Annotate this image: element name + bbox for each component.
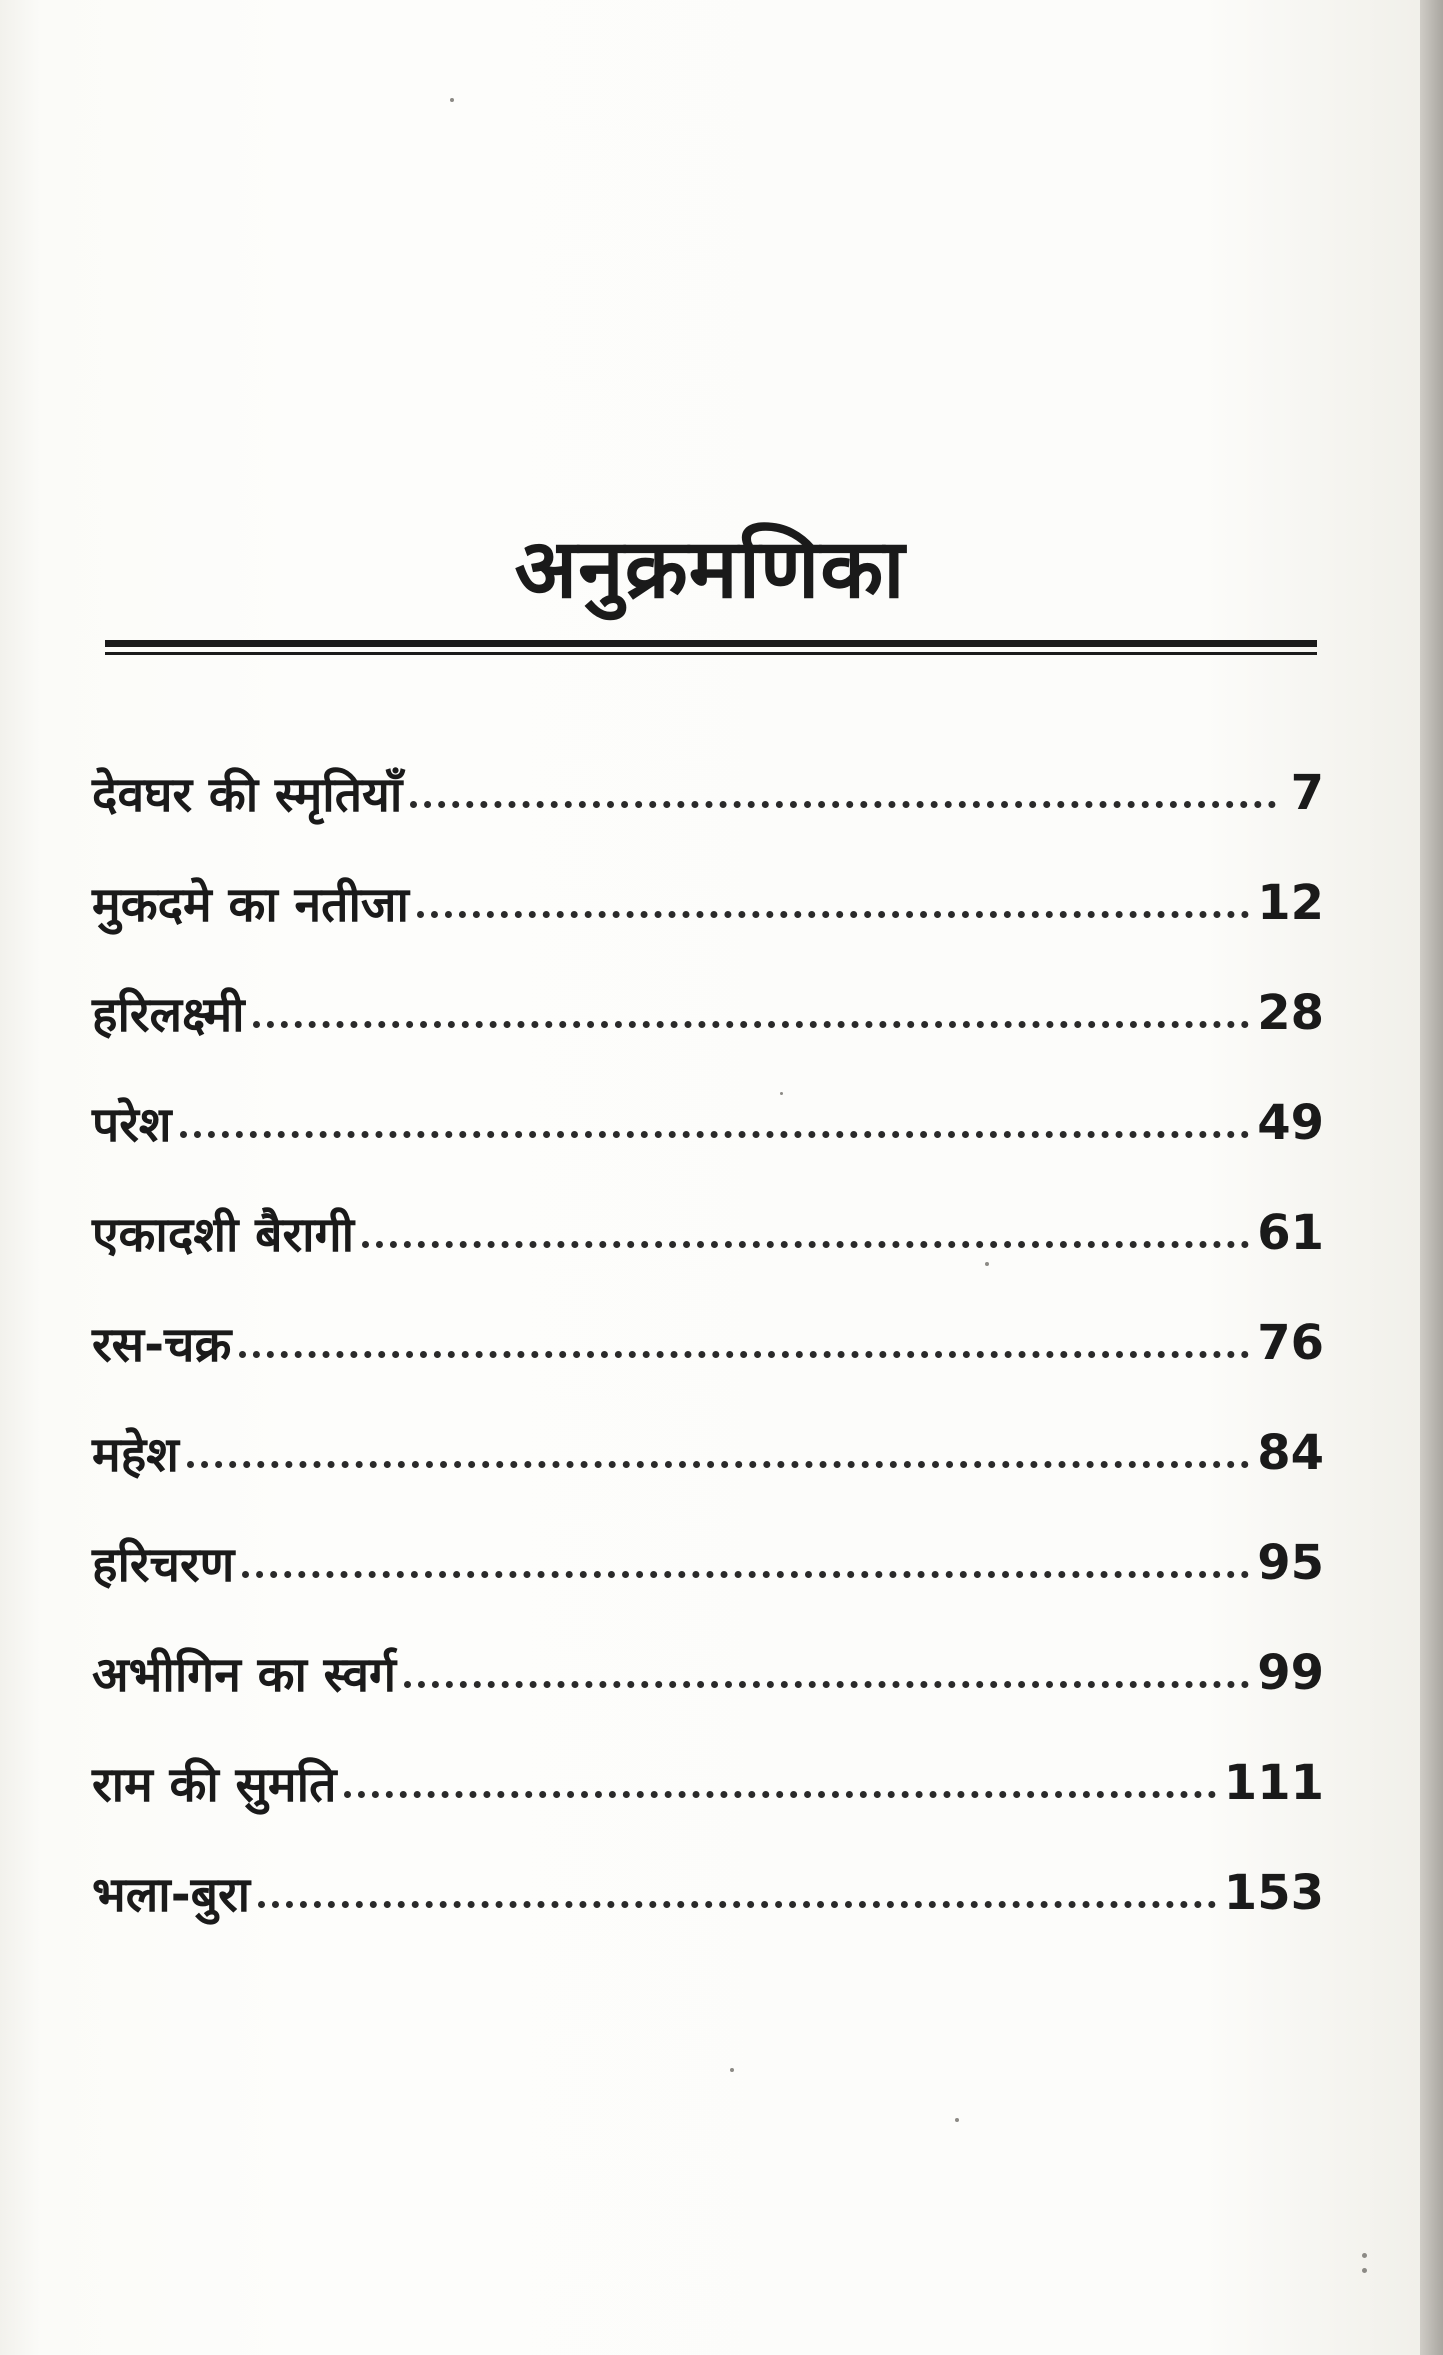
toc-entry-title: भला-बुरा bbox=[92, 1866, 251, 1923]
toc-entry-page: 12 bbox=[1257, 875, 1324, 931]
toc-entry bbox=[92, 1398, 1324, 1508]
toc-leader-dots bbox=[253, 1021, 1250, 1028]
toc-leader-dots bbox=[410, 801, 1276, 808]
toc-entry bbox=[92, 1728, 1324, 1838]
toc-entry-title: हरिचरण bbox=[92, 1536, 235, 1593]
toc-leader-dots bbox=[242, 1571, 1249, 1578]
page-edge-shadow bbox=[1420, 0, 1443, 2355]
paper-speck bbox=[1362, 2253, 1367, 2258]
toc-entry-title: रस-चक्र bbox=[92, 1316, 232, 1373]
toc-entry-title: महेश bbox=[92, 1426, 179, 1483]
toc-leader-dots bbox=[362, 1241, 1249, 1248]
toc-entry bbox=[92, 848, 1324, 958]
paper-speck bbox=[780, 1092, 783, 1095]
toc-entry-page: 153 bbox=[1223, 1865, 1324, 1921]
toc-entry bbox=[92, 958, 1324, 1068]
page-title: अनुक्रमणिका bbox=[514, 521, 906, 617]
toc-leader-dots bbox=[404, 1681, 1249, 1688]
toc-entry-title: परेश bbox=[92, 1096, 172, 1153]
paper-speck bbox=[955, 2118, 959, 2122]
toc-entry bbox=[92, 1618, 1324, 1728]
toc-entry-page: 49 bbox=[1257, 1095, 1324, 1151]
toc-entry bbox=[92, 1288, 1324, 1398]
toc-entry bbox=[92, 1178, 1324, 1288]
toc-entry bbox=[92, 738, 1324, 848]
toc-entry-page: 61 bbox=[1257, 1205, 1324, 1261]
toc-leader-dots bbox=[180, 1131, 1250, 1138]
title-rule-thin bbox=[105, 652, 1317, 655]
toc-entry-page: 7 bbox=[1290, 765, 1324, 821]
toc-entry-title: एकादशी बैरागी bbox=[92, 1206, 355, 1263]
paper-speck bbox=[730, 2068, 734, 2072]
paper-speck bbox=[985, 1262, 989, 1266]
toc-entry bbox=[92, 1508, 1324, 1618]
paper-speck bbox=[450, 98, 454, 102]
toc-entry-page: 111 bbox=[1223, 1755, 1324, 1811]
toc-entry-title: हरिलक्ष्मी bbox=[92, 986, 245, 1043]
toc-entry-title: राम की सुमति bbox=[92, 1756, 337, 1813]
toc-entry-title: मुकदमे का नतीजा bbox=[92, 876, 409, 933]
toc-entry-page: 84 bbox=[1257, 1425, 1324, 1481]
toc-leader-dots bbox=[344, 1791, 1215, 1798]
toc-entry-title: अभीगिन का स्वर्ग bbox=[92, 1646, 397, 1703]
title-rule-thick bbox=[105, 640, 1317, 647]
toc-entry-page: 95 bbox=[1257, 1535, 1324, 1591]
toc-entry-title: देवघर की स्मृतियाँ bbox=[92, 766, 403, 823]
toc-entry-page: 28 bbox=[1257, 985, 1324, 1041]
toc-entry bbox=[92, 1068, 1324, 1178]
toc-leader-dots bbox=[239, 1351, 1249, 1358]
toc-leader-dots bbox=[417, 911, 1249, 918]
toc-leader-dots bbox=[258, 1901, 1216, 1908]
paper-speck bbox=[1362, 2268, 1367, 2273]
toc-entry-page: 76 bbox=[1257, 1315, 1324, 1371]
table-of-contents bbox=[92, 738, 1324, 1948]
toc-leader-dots bbox=[187, 1461, 1249, 1468]
toc-entry-page: 99 bbox=[1257, 1645, 1324, 1701]
toc-entry bbox=[92, 1838, 1324, 1948]
